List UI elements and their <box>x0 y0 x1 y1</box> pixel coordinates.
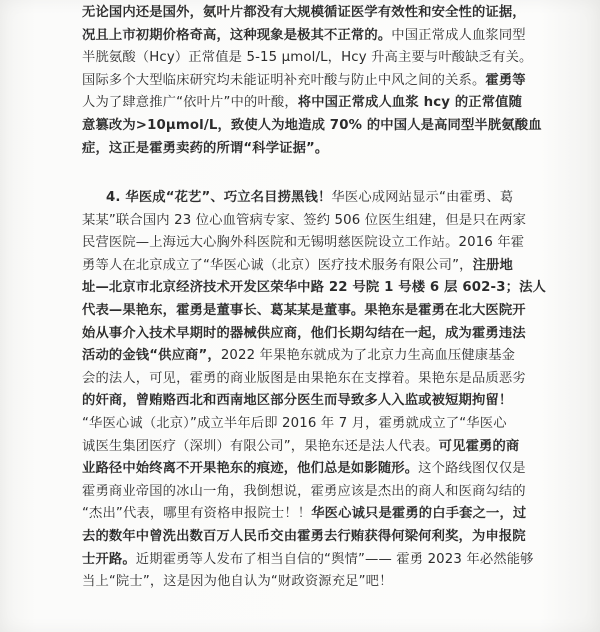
text-line <box>82 436 552 459</box>
text-segment: 人为了肆意推广“依叶片”中的叶酸， <box>82 95 298 111</box>
text-segment: 会的法人，可见，霍勇的商业版图是由果艳东在支撑着。果艳东是品质恶劣 <box>82 370 526 386</box>
text-line <box>82 571 552 594</box>
text-line <box>82 255 552 278</box>
text-line <box>82 458 552 481</box>
text-segment: 某某”联合国内 23 位心血管病专家、签约 506 位医生组建，但是只在两家 <box>82 212 527 228</box>
text-segment: 活动的金钱“供应商”， <box>82 348 221 364</box>
text-segment: 4. 华医成“花艺”、巧立名目捞黑钱！ <box>106 190 332 205</box>
text-line <box>82 25 552 48</box>
paragraph-hcy-evidence <box>82 2 552 160</box>
paragraph-huayi-business <box>82 187 552 594</box>
text-segment: 半胱氨酸（Hcy）正常值是 5-15 μmol/L，Hcy 升高主要与叶酸缺乏有关。 <box>82 50 533 66</box>
text-line <box>82 92 552 115</box>
text-line <box>82 526 552 549</box>
text-line <box>82 277 552 300</box>
text-line <box>82 138 552 161</box>
text-segment: “华医心诚（北京）”成立半年后即 2016 年 7 月，霍勇就成立了“华医心 <box>82 415 507 431</box>
text-line <box>82 323 552 346</box>
text-segment: 的奸商，曾贿赂西北和西南地区部分医生而导致多人入监或被短期拘留！ <box>82 393 513 409</box>
text-segment: 始从事介入技术早期时的器械供应商，他们长期勾结在一起，成为霍勇违法 <box>82 325 526 341</box>
text-segment: 将中国正常成人血浆 hcy 的正常值随 <box>297 95 523 111</box>
text-segment: 况且上市初期价格奇高，这种现象是极其不正常的。 <box>82 27 392 43</box>
text-segment: 注册地 <box>472 257 513 273</box>
text-segment: 华医心成网站显示“由霍勇、葛 <box>331 190 514 205</box>
text-line <box>82 481 552 504</box>
text-segment: 意篡改为>10μmol/L，致使人为地造成 70% 的中国人是高同型半胱氨酸血 <box>82 117 542 133</box>
text-segment: 无论国内还是国外，氨叶片都没有大规模循证医学有效性和安全性的证据， <box>82 5 526 20</box>
text-segment: 诚医生集团医疗（深圳）有限公司”，果艳东还是法人代表。 <box>82 438 439 454</box>
text-segment: 中国正常成人血浆同型 <box>391 27 526 43</box>
text-segment: 士开路。 <box>82 551 136 567</box>
text-line <box>82 232 552 255</box>
text-line <box>82 2 552 25</box>
text-segment: 霍勇商业帝国的冰山一角，我倒想说，霍勇应该是杰出的商人和医商勾结的 <box>82 483 526 499</box>
text-segment: 霍勇等 <box>485 72 526 88</box>
text-segment: 这个路线图仅仅是 <box>418 461 526 477</box>
text-line <box>82 345 552 368</box>
text-segment: 址—北京市北京经济技术开发区荣华中路 22 号院 1 号楼 6 层 602-3；法人 <box>82 280 546 296</box>
text-segment: 去的数年中曾洗出数百万人民币交由霍勇去行贿获得何梁何利奖，为申报院 <box>82 528 526 544</box>
text-segment: 勇等人在北京成立了“华医心诚（北京）医疗技术服务有限公司”， <box>82 257 473 273</box>
text-line <box>82 47 552 70</box>
text-segment: 可见霍勇的商 <box>438 438 520 454</box>
text-segment: 代表—果艳东，霍勇是董事长、葛某某是董事。果艳东是霍勇在北大医院开 <box>82 302 526 318</box>
text-segment: 当上“院士”，这是因为他自认为“财政资源充足”吧！ <box>82 574 393 590</box>
text-segment: 民营医院—上海远大心胸外科医院和无锡明慈医院设立工作站。2016 年霍 <box>82 235 525 251</box>
text-line <box>82 70 552 93</box>
text-line <box>82 503 552 526</box>
text-line <box>82 390 552 413</box>
text-line <box>82 210 552 233</box>
text-segment: “杰出”代表，哪里有资格申报院士！！ <box>82 506 312 522</box>
text-segment: 症，这正是霍勇卖药的所谓“科学证据”。 <box>82 140 329 156</box>
text-segment: 华医心诚只是霍勇的白手套之一，过 <box>311 506 527 522</box>
text-line <box>82 549 552 572</box>
text-line <box>82 300 552 323</box>
text-segment: 业路径中始终离不开果艳东的痕迹，他们总是如影随形。 <box>82 461 419 477</box>
text-segment: 2022 年果艳东就成为了北京力生高血压健康基金 <box>220 348 516 364</box>
text-line <box>82 368 552 391</box>
text-line <box>82 413 552 436</box>
text-segment: 近期霍勇等人发布了相当自信的“舆情”—— 霍勇 2023 年必然能够 <box>135 551 534 567</box>
text-line <box>82 187 552 210</box>
text-line <box>82 115 552 138</box>
text-segment: 国际多个大型临床研究均未能证明补充叶酸与防止中风之间的关系。 <box>82 72 486 88</box>
